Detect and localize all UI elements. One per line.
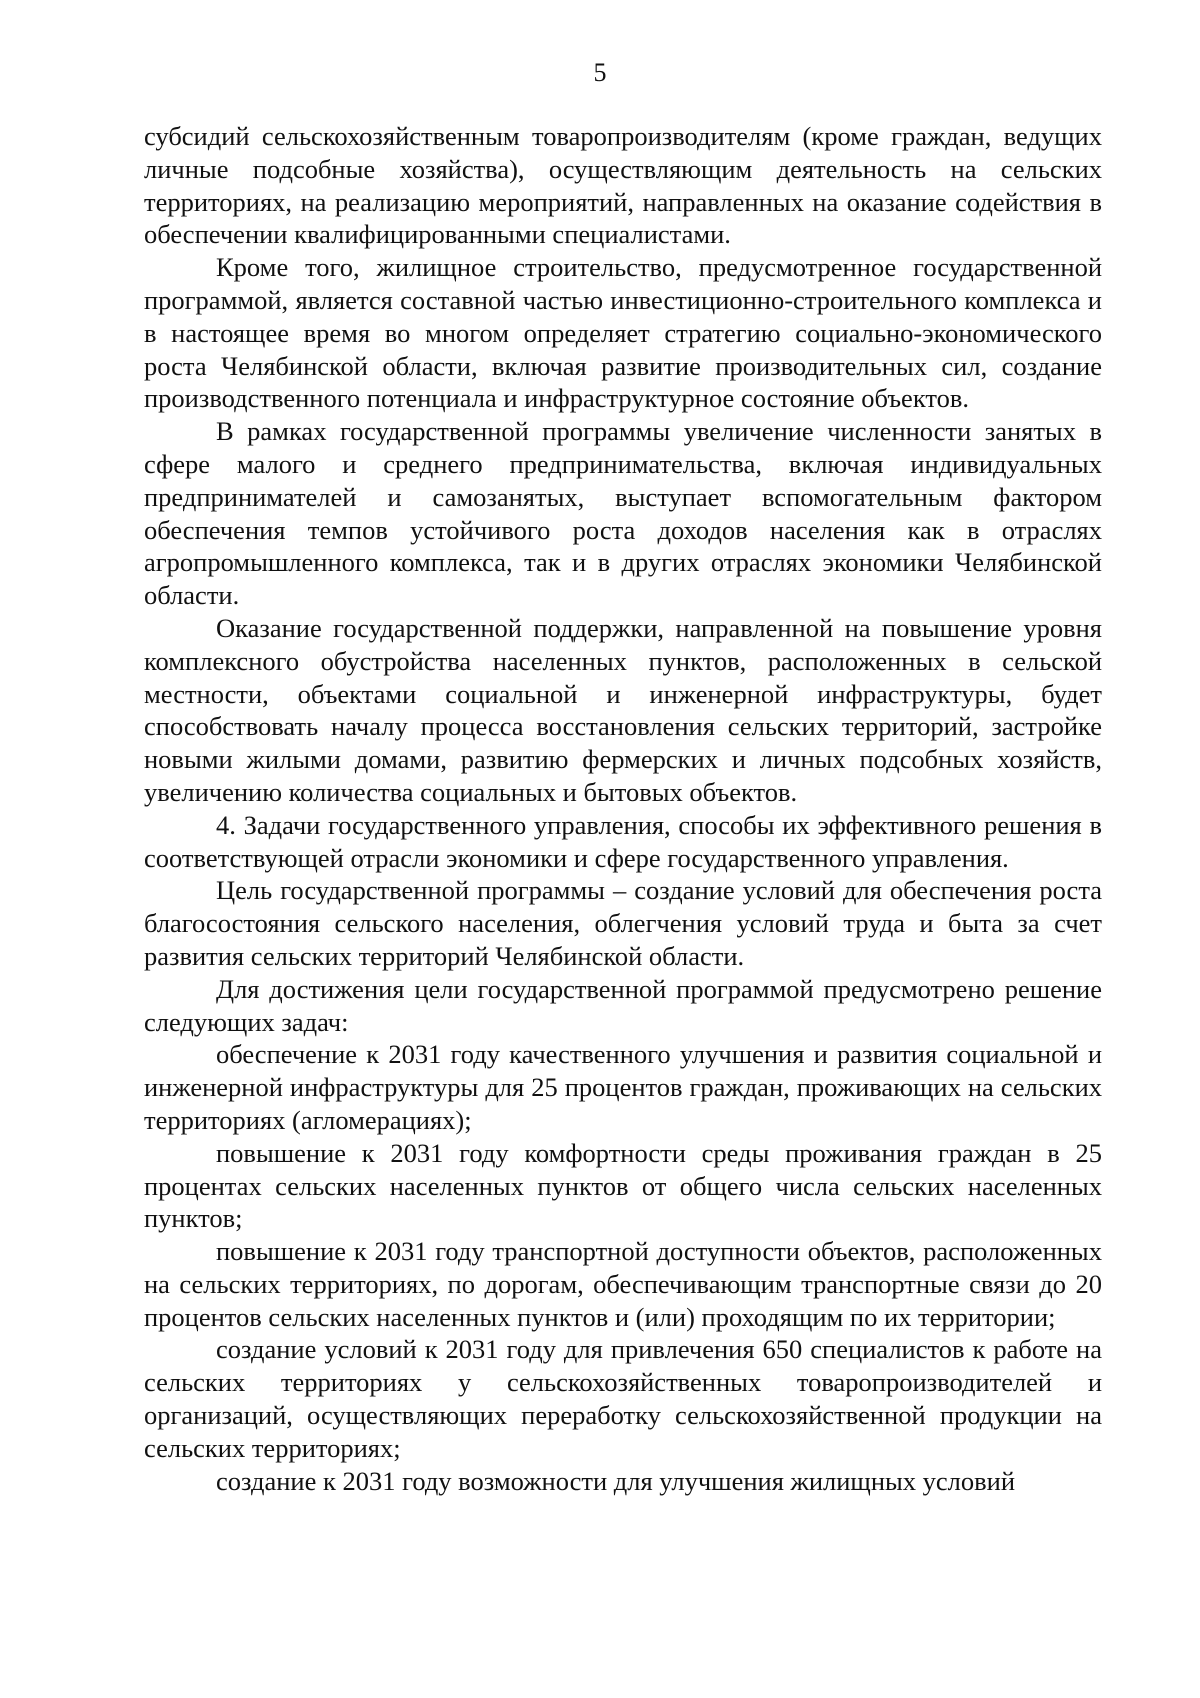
task-item-specialists: создание условий к 2031 году для привлечения 650 специалистов к работе на сельских территориях у сельскохозяйственных товаропроизводителей и организаций, осуществляющих переработку сельскохозяйственной продукции на сельских территориях; xyxy=(144,1334,1102,1463)
task-item-infrastructure: обеспечение к 2031 году качественного улучшения и развития социальной и инженерной инфраструктуры для 25 процентов граждан, проживающих на сельских территориях (агломерациях); xyxy=(144,1039,1102,1135)
task-item-housing: создание к 2031 году возможности для улучшения жилищных условий xyxy=(216,1465,1016,1496)
paragraph-tasks-intro: Для достижения цели государственной программой предусмотрено решение следующих задач: xyxy=(144,973,1102,1037)
paragraph-subsidies-continuation: субсидий сельскохозяйственным товаропроизводителям (кроме граждан, ведущих личные подсобные хозяйства), осуществляющим деятельность на сельских территориях, на реализацию мероприятий, направленных на оказание содействия в обеспечении квалифицированными специалистами. xyxy=(144,121,1102,250)
task-item-comfort: повышение к 2031 году комфортности среды проживания граждан в 25 процентах сельских населенных пунктов от общего числа сельских населенных пунктов; xyxy=(144,1137,1102,1234)
paragraph-housing-construction: Кроме того, жилищное строительство, предусмотренное государственной программой, является составной частью инвестиционно-строительного комплекса и в настоящее время во многом определяет стратегию социально-экономического роста Челябинской области, включая развитие производительных сил, создание производственного потенциала и инфраструктурное состояние объектов. xyxy=(144,252,1102,414)
document-body xyxy=(144,120,1102,1497)
section-heading-tasks: 4. Задачи государственного управления, способы их эффективного решения в соответствующей отрасли экономики и сфере государственного управления. xyxy=(144,809,1102,873)
paragraph-state-support: Оказание государственной поддержки, направленной на повышение уровня комплексного обустройства населенных пунктов, расположенных в сельской местности, объектами социальной и инженерной инфраструктуры, будет способствовать началу процесса восстановления сельских территорий, застройке новыми жилыми домами, развитию фермерских и личных подсобных хозяйств, увеличению количества социальных и бытовых объектов. xyxy=(144,612,1102,807)
paragraph-small-business: В рамках государственной программы увеличение численности занятых в сфере малого и среднего предпринимательства, включая индивидуальных предпринимателей и самозанятых, выступает вспомогательным фактором обеспечения темпов устойчивого роста доходов населения как в отраслях агропромышленного комплекса, так и в других отраслях экономики Челябинской области. xyxy=(144,416,1102,611)
task-item-transport: повышение к 2031 году транспортной доступности объектов, расположенных на сельских территориях, по дорогам, обеспечивающим транспортные связи до 20 процентов сельских населенных пунктов и (или) проходящим по их территории; xyxy=(144,1236,1102,1332)
paragraph-program-goal: Цель государственной программы – создание условий для обеспечения роста благосостояния сельского населения, облегчения условий труда и быта за счет развития сельских территорий Челябинской области. xyxy=(144,875,1102,971)
page-number: 5 xyxy=(593,58,607,87)
